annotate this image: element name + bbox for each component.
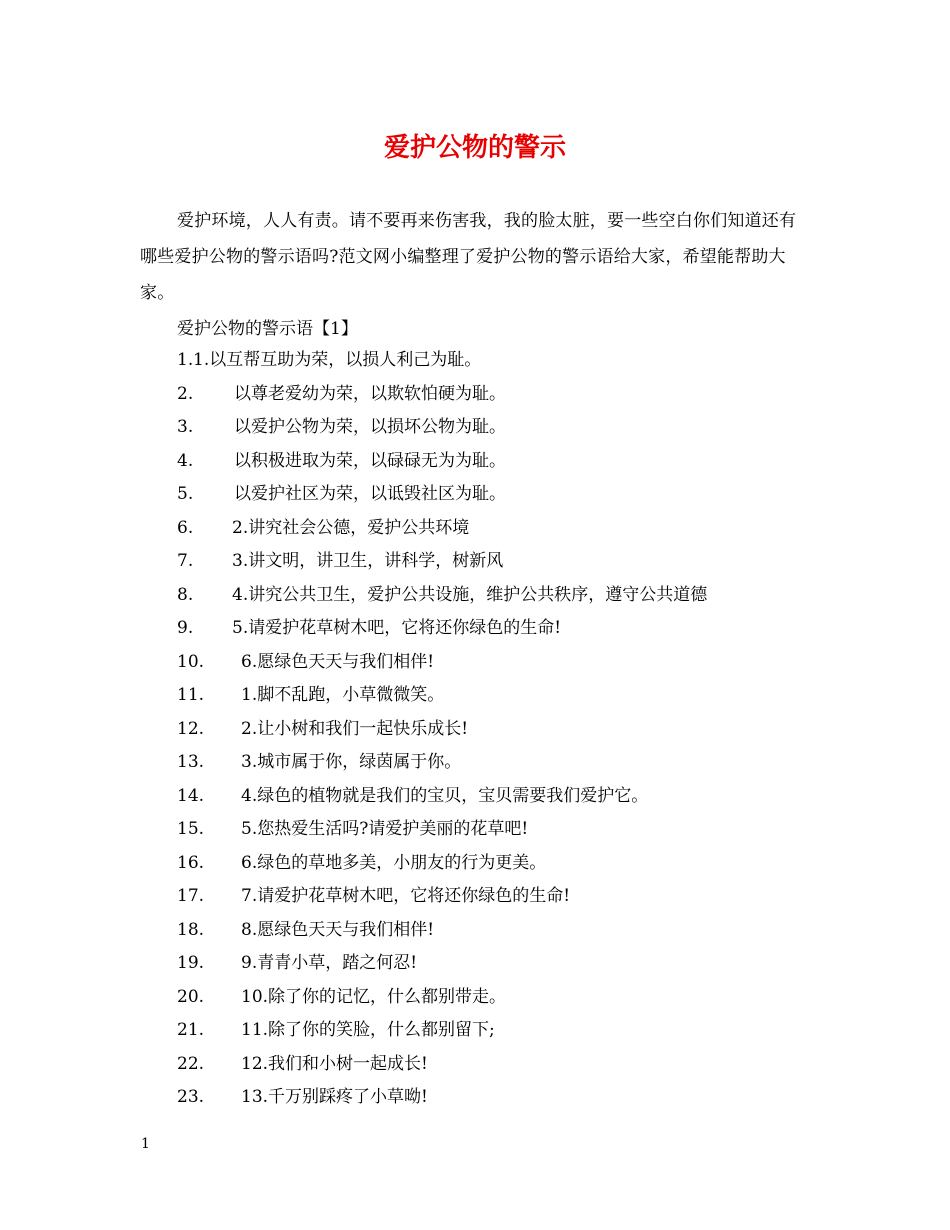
list-item-number: 17.: [177, 886, 205, 906]
list-item-text: 3.城市属于你，绿茵属于你。: [241, 752, 462, 772]
list-item-number: 10.: [177, 651, 205, 672]
list-item-number: 2.: [177, 383, 194, 404]
list-item-number: 6.: [177, 517, 194, 538]
list-item-text: 以爱护公物为荣，以损坏公物为耻。: [234, 417, 506, 437]
intro-paragraph: 爱护环境，人人有责。请不要再来伤害我，我的脸太脏，要一些空白你们知道还有哪些爱护公物的警示语吗?范文网小编整理了爱护公物的警示语给大家，希望能帮助大家。: [140, 211, 797, 303]
list-item-text: 11.除了你的笑脸，什么都别留下;: [241, 1020, 495, 1040]
list-item-number: 23.: [177, 1087, 205, 1107]
list-item-number: 22.: [177, 1053, 205, 1074]
list-item-text: 1.脚不乱跑，小草微微笑。: [241, 685, 445, 705]
list-item-text: 5.您热爱生活吗?请爱护美丽的花草吧!: [241, 819, 529, 839]
list-item-number: 20.: [177, 986, 205, 1007]
list-item-text: 6.绿色的草地多美，小朋友的行为更美。: [241, 852, 547, 873]
list-item-text: 2.让小树和我们一起快乐成长!: [241, 718, 469, 739]
list-item-number: 11.: [177, 685, 205, 705]
list-item-number: 19.: [177, 953, 205, 973]
page-title: 爱护公物的警示: [383, 133, 566, 163]
list-item-number: 3.: [177, 417, 194, 437]
list-item-text: 6.愿绿色天天与我们相伴!: [241, 651, 435, 672]
section-heading: 爱护公物的警示语【1】: [177, 319, 358, 339]
list-item-text: 13.千万别踩疼了小草呦!: [241, 1087, 428, 1107]
list-item-text: 3.讲文明，讲卫生，讲科学，树新风: [232, 551, 504, 571]
list-item-number: 18.: [177, 919, 205, 940]
list-item-text: 7.请爱护花草树木吧，它将还你绿色的生命!: [241, 886, 571, 906]
list-item-number: 4.: [177, 450, 194, 471]
list-item-text: 以积极进取为荣，以碌碌无为为耻。: [234, 450, 506, 471]
list-item-number: 13.: [177, 752, 205, 772]
page-number: 1: [141, 1136, 150, 1152]
list-item-text: 12.我们和小树一起成长!: [241, 1053, 428, 1074]
list-item-text: 4.绿色的植物就是我们的宝贝，宝贝需要我们爱护它。: [241, 785, 649, 806]
list-item-number: 14.: [177, 785, 205, 806]
list-item-number: 12.: [177, 718, 205, 739]
list-item-number: 15.: [177, 819, 205, 839]
list-item-number: 21.: [177, 1020, 205, 1040]
list-item-text: 10.除了你的记忆，什么都别带走。: [241, 986, 507, 1007]
list-item-number: 9.: [177, 618, 194, 638]
list-item-text: 以尊老爱幼为荣，以欺软怕硬为耻。: [234, 383, 506, 404]
list-item-number: 16.: [177, 852, 205, 873]
list-item-text: 5.请爱护花草树木吧，它将还你绿色的生命!: [232, 618, 562, 638]
list-item-text: 4.讲究公共卫生，爱护公共设施，维护公共秩序，遵守公共道德: [232, 584, 708, 605]
list-item-number: 5.: [177, 484, 194, 504]
list-item-text: 1.以互帮互助为荣，以损人利己为耻。: [193, 350, 482, 370]
list-item-number: 1.: [177, 350, 194, 370]
list-item-number: 8.: [177, 584, 194, 605]
list-item-text: 2.讲究社会公德，爱护公共环境: [232, 517, 470, 538]
list-item-text: 以爱护社区为荣，以诋毁社区为耻。: [234, 484, 506, 504]
list-item-number: 7.: [177, 551, 194, 571]
list-item-text: 8.愿绿色天天与我们相伴!: [241, 919, 435, 940]
list-item-text: 9.青青小草，踏之何忍!: [241, 953, 418, 973]
